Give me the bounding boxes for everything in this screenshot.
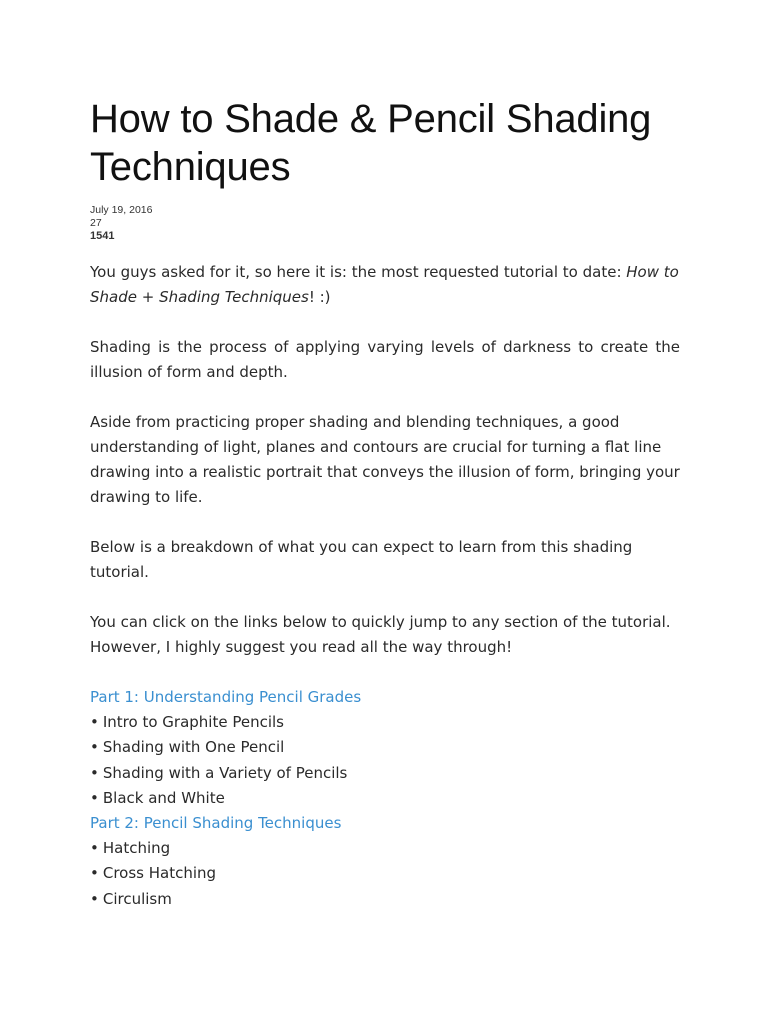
- share-count[interactable]: 1541: [90, 230, 115, 242]
- article-meta: [90, 204, 680, 243]
- list-item-label: Cross Hatching: [102, 864, 217, 883]
- paragraph-techniques: Aside from practicing proper shading and blending techniques, a good understanding of light, planes and contours are crucial for turning a flat line drawing into a realistic portrait that conveys the illusion of form, bringing your drawing to life.: [90, 413, 680, 506]
- intro-paragraph: [90, 260, 680, 310]
- part-1-link[interactable]: Understanding Pencil Grades: [143, 688, 362, 706]
- bullet: •: [90, 839, 99, 858]
- list-item: [90, 761, 680, 786]
- list-item: [90, 861, 680, 886]
- part-2-heading: [90, 811, 680, 836]
- paragraph-breakdown: Below is a breakdown of what you can expect to learn from this shading tutorial.: [90, 538, 633, 581]
- paragraph-jump-links: You can click on the links below to quickly jump to any section of the tutorial. However, I highly suggest you read all the way through!: [90, 613, 671, 656]
- list-item: [90, 735, 680, 760]
- intro-emphasis: How to Shade + Shading Techniques: [90, 263, 679, 306]
- table-of-contents: [90, 685, 680, 912]
- list-item: [90, 887, 680, 912]
- comment-count[interactable]: 27: [90, 217, 102, 229]
- part-2-link[interactable]: Pencil Shading Techniques: [143, 814, 342, 833]
- bullet: •: [90, 889, 99, 908]
- intro-suffix: ! :): [308, 288, 331, 306]
- intro-text: You guys asked for it, so here it is: the most requested tutorial to date:: [90, 263, 627, 281]
- part-1-heading: [90, 685, 680, 710]
- bullet: •: [90, 713, 99, 731]
- post-date: July 19, 2016: [90, 204, 153, 216]
- bullet: •: [90, 763, 99, 782]
- list-item-label: Hatching: [102, 839, 171, 858]
- list-item-label: Black and White: [102, 788, 225, 807]
- list-item: [90, 786, 680, 811]
- part-1-label: Part 1:: [90, 688, 139, 706]
- list-item-label: Shading with One Pencil: [102, 738, 285, 757]
- list-item-label: Intro to Graphite Pencils: [102, 713, 284, 731]
- bullet: •: [90, 738, 99, 757]
- list-item-label: Circulism: [102, 889, 172, 908]
- article-title: How to Shade & Pencil Shading Techniques: [90, 97, 652, 189]
- list-item: [90, 710, 680, 735]
- part-2-label: Part 2:: [90, 814, 139, 833]
- article: [90, 95, 680, 912]
- paragraph-shading-definition: Shading is the process of applying varying levels of darkness to create the illusion of form and depth.: [90, 338, 680, 381]
- list-item: [90, 836, 680, 861]
- bullet: •: [90, 864, 99, 883]
- bullet: •: [90, 788, 99, 807]
- list-item-label: Shading with a Variety of Pencils: [102, 763, 348, 782]
